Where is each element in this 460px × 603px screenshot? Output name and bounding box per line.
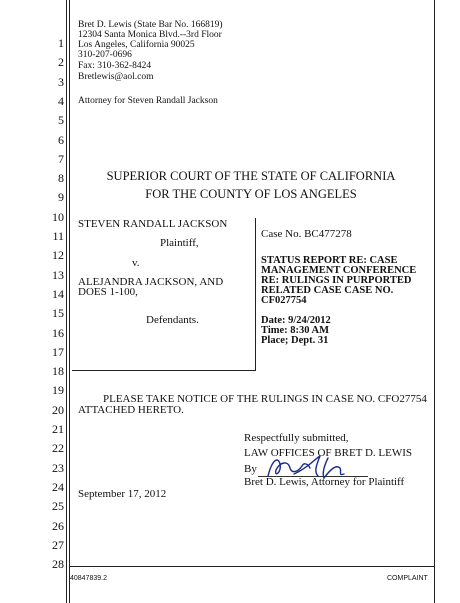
line-number: 14 <box>52 286 64 301</box>
footer-label: COMPLAINT <box>387 575 428 582</box>
line-number: 25 <box>52 499 64 514</box>
line-number: 13 <box>52 267 64 282</box>
line-number: 5 <box>58 113 64 128</box>
document-title-line-4: RELATED CASE CASE NO. <box>261 285 394 296</box>
line-number: 11 <box>52 229 64 243</box>
line-number: 15 <box>52 306 64 321</box>
caption-bottom-rule <box>72 370 256 371</box>
line-number: 4 <box>58 93 64 108</box>
attorney-fax: Fax: 310-362-8424 <box>78 61 152 71</box>
attorney-address-city: Los Angeles, California 90025 <box>78 40 195 50</box>
defendant-line-1: ALEJANDRA JACKSON, AND <box>78 276 224 288</box>
line-number: 21 <box>52 422 64 436</box>
line-number: 8 <box>58 171 64 186</box>
attorney-address-street: 12304 Santa Monica Blvd.--3rd Floor <box>78 30 222 40</box>
document-title-line-5: CF027754 <box>261 295 307 306</box>
line-number: 23 <box>52 460 64 475</box>
line-number: 26 <box>52 518 64 533</box>
line-number: 1 <box>58 36 64 50</box>
caption-divider <box>255 218 256 370</box>
right-margin-rule <box>434 0 435 603</box>
signature-closing: Respectfully submitted, <box>244 432 349 444</box>
versus: v. <box>132 257 140 269</box>
line-number: 28 <box>52 557 64 572</box>
line-number: 3 <box>58 74 64 89</box>
document-title-line-3: RE: RULINGS IN PURPORTED <box>261 275 412 286</box>
line-number: 6 <box>58 132 64 147</box>
signature-date: September 17, 2012 <box>78 488 167 500</box>
court-county: FOR THE COUNTY OF LOS ANGELES <box>145 187 357 201</box>
attorney-name: Bret D. Lewis (State Bar No. 166819) <box>78 20 223 30</box>
line-number: 12 <box>52 248 64 263</box>
plaintiff-name: STEVEN RANDALL JACKSON <box>78 218 228 230</box>
hearing-time: Time: 8:30 AM <box>261 325 330 336</box>
left-margin-rule-inner <box>69 0 70 603</box>
line-number: 9 <box>58 190 64 205</box>
signature-name-line: Bret D. Lewis, Attorney for Plaintiff <box>244 476 405 488</box>
line-number: 27 <box>52 537 64 552</box>
attorney-for: Attorney for Steven Randall Jackson <box>78 96 218 106</box>
document-title-line-1: STATUS REPORT RE: CASE <box>261 255 398 266</box>
case-number: Case No. BC477278 <box>261 228 352 240</box>
line-number: 10 <box>52 209 64 224</box>
plaintiff-label: Plaintiff, <box>160 237 199 249</box>
hearing-place: Place; Dept. 31 <box>261 335 329 346</box>
notice-line-1: PLEASE TAKE NOTICE OF THE RULINGS IN CASE NO. CFO27754 <box>103 393 427 405</box>
signature-firm: LAW OFFICES OF BRET D. LEWIS <box>244 447 413 459</box>
line-number: 17 <box>52 344 64 359</box>
document-title-line-2: MANAGEMENT CONFERENCE <box>261 265 417 276</box>
attorney-phone: 310-207-0696 <box>78 50 132 60</box>
notice-line-2: ATTACHED HERETO. <box>78 404 184 416</box>
defendants-label: Defendants. <box>146 314 199 326</box>
left-margin-rule-outer <box>66 0 67 603</box>
defendant-line-2: DOES 1-100, <box>78 286 138 298</box>
line-number: 18 <box>52 364 64 379</box>
line-number: 2 <box>58 55 64 70</box>
line-number: 22 <box>52 441 64 456</box>
line-number: 24 <box>52 479 64 494</box>
line-number: 16 <box>52 325 64 340</box>
hearing-date: Date: 9/24/2012 <box>261 315 331 326</box>
line-number: 7 <box>58 151 64 166</box>
line-number: 19 <box>52 383 64 398</box>
attorney-email: Bretlewis@aol.com <box>78 72 154 82</box>
line-number: 20 <box>52 402 64 417</box>
footer-rule <box>70 566 434 567</box>
footer-document-id: 40847839.2 <box>70 575 107 582</box>
signature-by: By <box>244 463 257 475</box>
court-name: SUPERIOR COURT OF THE STATE OF CALIFORNIA <box>106 169 396 183</box>
